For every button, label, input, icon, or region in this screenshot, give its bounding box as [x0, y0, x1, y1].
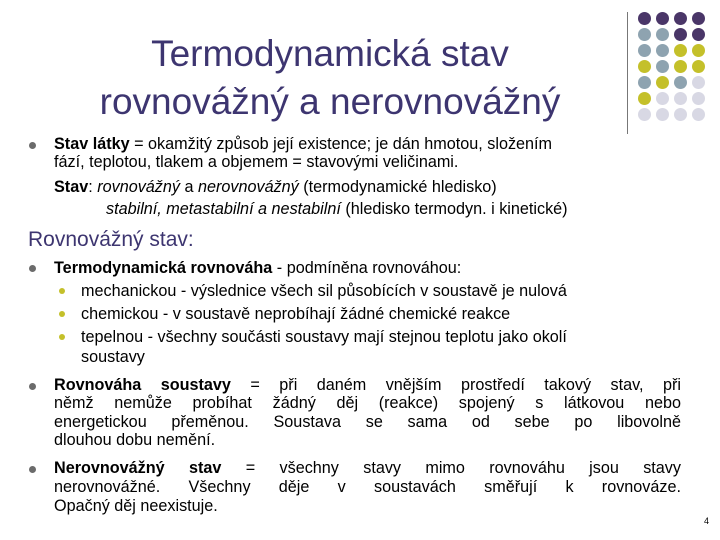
text-line: Opačný děj neexistuje. [54, 497, 218, 515]
decor-dot [692, 92, 705, 105]
decor-dot [656, 28, 669, 41]
decor-dot [638, 44, 651, 57]
decor-dot [656, 108, 669, 121]
bullet-icon [29, 383, 36, 390]
decor-dot [638, 92, 651, 105]
bullet-icon [29, 142, 36, 149]
decor-dot [692, 108, 705, 121]
decor-dot [692, 44, 705, 57]
sub-bullet-icon [59, 334, 65, 340]
text-line: stabilní, metastabilní a nestabilní (hledisko termodyn. i kinetické) [106, 200, 568, 218]
decor-dot [638, 76, 651, 89]
text-line: fází, teplotou, tlakem a objemem = stavovými veličinami. [54, 153, 459, 171]
decor-dot [674, 92, 687, 105]
decor-dot [656, 60, 669, 73]
decor-dot [674, 108, 687, 121]
decor-dot [656, 12, 669, 25]
text-line: dlouhou dobu nemění. [54, 431, 216, 449]
slide-title [40, 30, 620, 126]
text-line: Stav: rovnovážný a nerovnovážný (termodynamické hledisko) [54, 178, 497, 196]
decor-dot [692, 60, 705, 73]
decor-dot [656, 44, 669, 57]
title-line-2: rovnovážný a nerovnovážný [99, 81, 561, 122]
text-line: němž nemůže probíhat žádný děj (reakce) spojený s látkovou nebo [54, 394, 681, 412]
text-line: nerovnovážné. Všechny děje v soustavách směřují k rovnováze. [54, 478, 681, 496]
decor-dot [638, 108, 651, 121]
text-line: mechanickou - výslednice všech sil působících v soustavě je nulová [81, 282, 567, 300]
decor-dot-grid [636, 10, 720, 122]
text-line: Stav látky = okamžitý způsob její existence; je dán hmotou, složením [54, 135, 553, 153]
bullet-icon [29, 265, 36, 272]
decor-dot [656, 76, 669, 89]
decor-dot [674, 60, 687, 73]
text-line: chemickou - v soustavě neprobíhají žádné chemické reakce [81, 305, 511, 323]
decor-dot [674, 28, 687, 41]
text-line: Rovnováha soustavy = při daném vnějším prostředí takový stav, při [54, 376, 681, 394]
decor-dot [638, 12, 651, 25]
text-line: soustavy [81, 348, 145, 366]
decor-dot [674, 44, 687, 57]
decor-dot [638, 28, 651, 41]
section-heading: Rovnovážný stav: [28, 228, 194, 251]
text-line: energetickou přeměnou. Soustava se sama od sebe po libovolně [54, 413, 681, 431]
decor-dot [656, 92, 669, 105]
decor-dot [674, 12, 687, 25]
decor-dot [692, 12, 705, 25]
decor-dot [638, 60, 651, 73]
sub-bullet-icon [59, 288, 65, 294]
text-line: Nerovnovážný stav = všechny stavy mimo rovnováhu jsou stavy [54, 459, 681, 477]
decor-divider [627, 12, 628, 134]
bullet-icon [29, 466, 36, 473]
title-line-1: Termodynamická stav [151, 33, 509, 74]
decor-dot [692, 28, 705, 41]
page-number: 4 [704, 516, 710, 526]
text-line: Termodynamická rovnováha - podmíněna rovnováhou: [54, 259, 462, 277]
text-line: tepelnou - všechny součásti soustavy mají stejnou teplotu jako okolí [81, 328, 567, 346]
sub-bullet-icon [59, 311, 65, 317]
decor-dot [692, 76, 705, 89]
decor-dot [674, 76, 687, 89]
